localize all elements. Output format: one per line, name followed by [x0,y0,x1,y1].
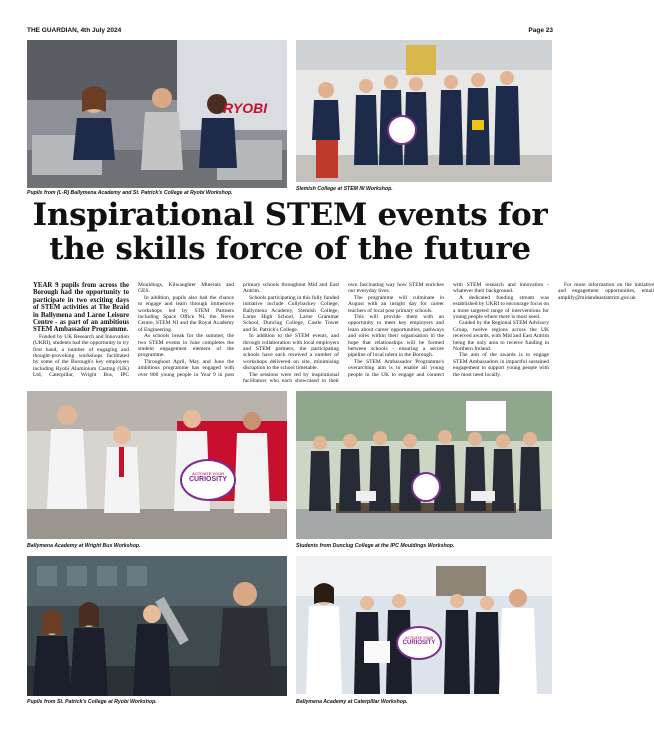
article-paragraph: In addition, pupils also had the chance to engage and learn through immersive workshops led by STEM Partners including Space Office NI, the Nerve Centre, STEM NI and the Royal Academy of Engineering. [138,294,234,333]
photo-ryobi-workshop [27,40,287,188]
article-body [33,282,654,388]
article-paragraph: The programme will culminate in August with an insight day for career teachers of local post primary schools. [348,294,444,314]
article-paragraph: In addition to the STEM events, and through collaboration with local employers and STEM partners, the participating schools have each received a number of workshops delivered on site, minimising disruption to the school timetable. [243,333,339,372]
sign-curiosity-text: CURIOSITY [188,476,228,483]
article-paragraph: The aim of the awards is to engage STEM Ambassadors in impactful sustained engagement to support young people with the most need locally. [453,352,549,378]
article-paragraph: The STEM Ambassador Programme's overarching aim is to enable all young people in the UK to engage and connect with STEM research and innovation - whatever their background. [348,282,549,378]
caption-wright-bus: Ballymena Academy at Wright Bus Workshop. [27,543,141,549]
article-paragraph: A dedicated funding stream was established by UKRI to encourage focus on a more targeted range of interventions for young people where there is most need. [453,294,549,321]
article-lead: YEAR 9 pupils from across the Borough had the opportunity to participate in two exciting days of STEM activities at The Braid in Ballymena and Larne Leisure Centre - as part of an ambitious STEM Ambassador Programme. [33,282,129,334]
photo-st-patricks-ryobi [27,556,287,696]
article-paragraph: As schools break for the summer, the two STEM events in June completes the student engagement element of the programme. [138,333,234,359]
article-paragraph: Guided by the Regional STEM Advisory Group, twelve regions across the UK received awards, with Mid and East Antrim being the only area to receive funding in Northern Ireland. [453,320,549,353]
photo-slemish-college [296,40,552,182]
caption-ryobi-top: Pupils from (L-R) Ballymena Academy and St. Patrick's College at Ryobi Workshop. [27,190,233,196]
caption-dunclug: Students from Dunclug College at the IPC Mouldings Workshop. [296,543,455,549]
photo-ipc-mouldings-workshop [296,391,552,539]
publication-date: THE GUARDIAN, 4th July 2024 [27,27,122,34]
page-number: Page 23 [528,27,553,34]
sign-curiosity-text: CURIOSITY [402,640,436,646]
caption-caterpillar: Ballymena Academy at Caterpillar Workshop. [296,699,408,705]
caption-slemish: Slemish College at STEM NI Workshop. [296,186,393,192]
article-paragraph: Schools participating in this fully funded initiative include Cullybackey College, Ballymena Academy, Slemish College, Larne High School, Larne Grammar School, Dunclug College, Castle Tower and St. Patrick's College. [243,294,339,333]
curiosity-sign [180,459,236,501]
photo-caterpillar-workshop [296,556,552,694]
curiosity-sign-caterpillar [396,626,442,660]
article-paragraph: The sessions were led by inspirational facilitators who each showcased in their own fascinating way how STEM enriches our everyday lives. [243,282,444,385]
caption-st-patricks: Pupils from St. Patrick's College at Ryobi Workshop. [27,699,157,705]
article-paragraph: Funded by UK Research and Innovation (UKRI), students had the opportunity to try first hand, a number of engaging and thought-provoking workshops facilitated by some of the Borough's key employers including Ryobi Aluminium Casting (UK) Ltd, Caterpillar, Wright Bus, IPC Mouldings, Kilwaughter Minerals and GES. [33,282,234,379]
article-paragraph: Throughout April, May and June the ambitious programme has engaged with over 800 young people in Year 9 in post primary schools throughout Mid and East Antrim. [138,282,339,378]
sign-activate-text: ACTIVATE YOUR [191,471,224,476]
article-paragraph: For more information on the initiative and engagement opportunities, email amplify@midandeastantrim.gov.uk [558,282,654,301]
ryobi-logo: RYOBI [223,100,268,116]
sign-activate-text: ACTIVATE YOUR [404,636,433,640]
article-paragraph: This will provide them with an opportunity to meet key employers and learn about career opportunities, pathways and roles within their organisation in the hope that relationships will be formed between schools - ensuring a secure pipeline of local talent in the Borough. [348,314,444,359]
photo-wright-bus-workshop [27,391,287,539]
headline: Inspirational STEM events for the skills force of the future [32,197,548,267]
